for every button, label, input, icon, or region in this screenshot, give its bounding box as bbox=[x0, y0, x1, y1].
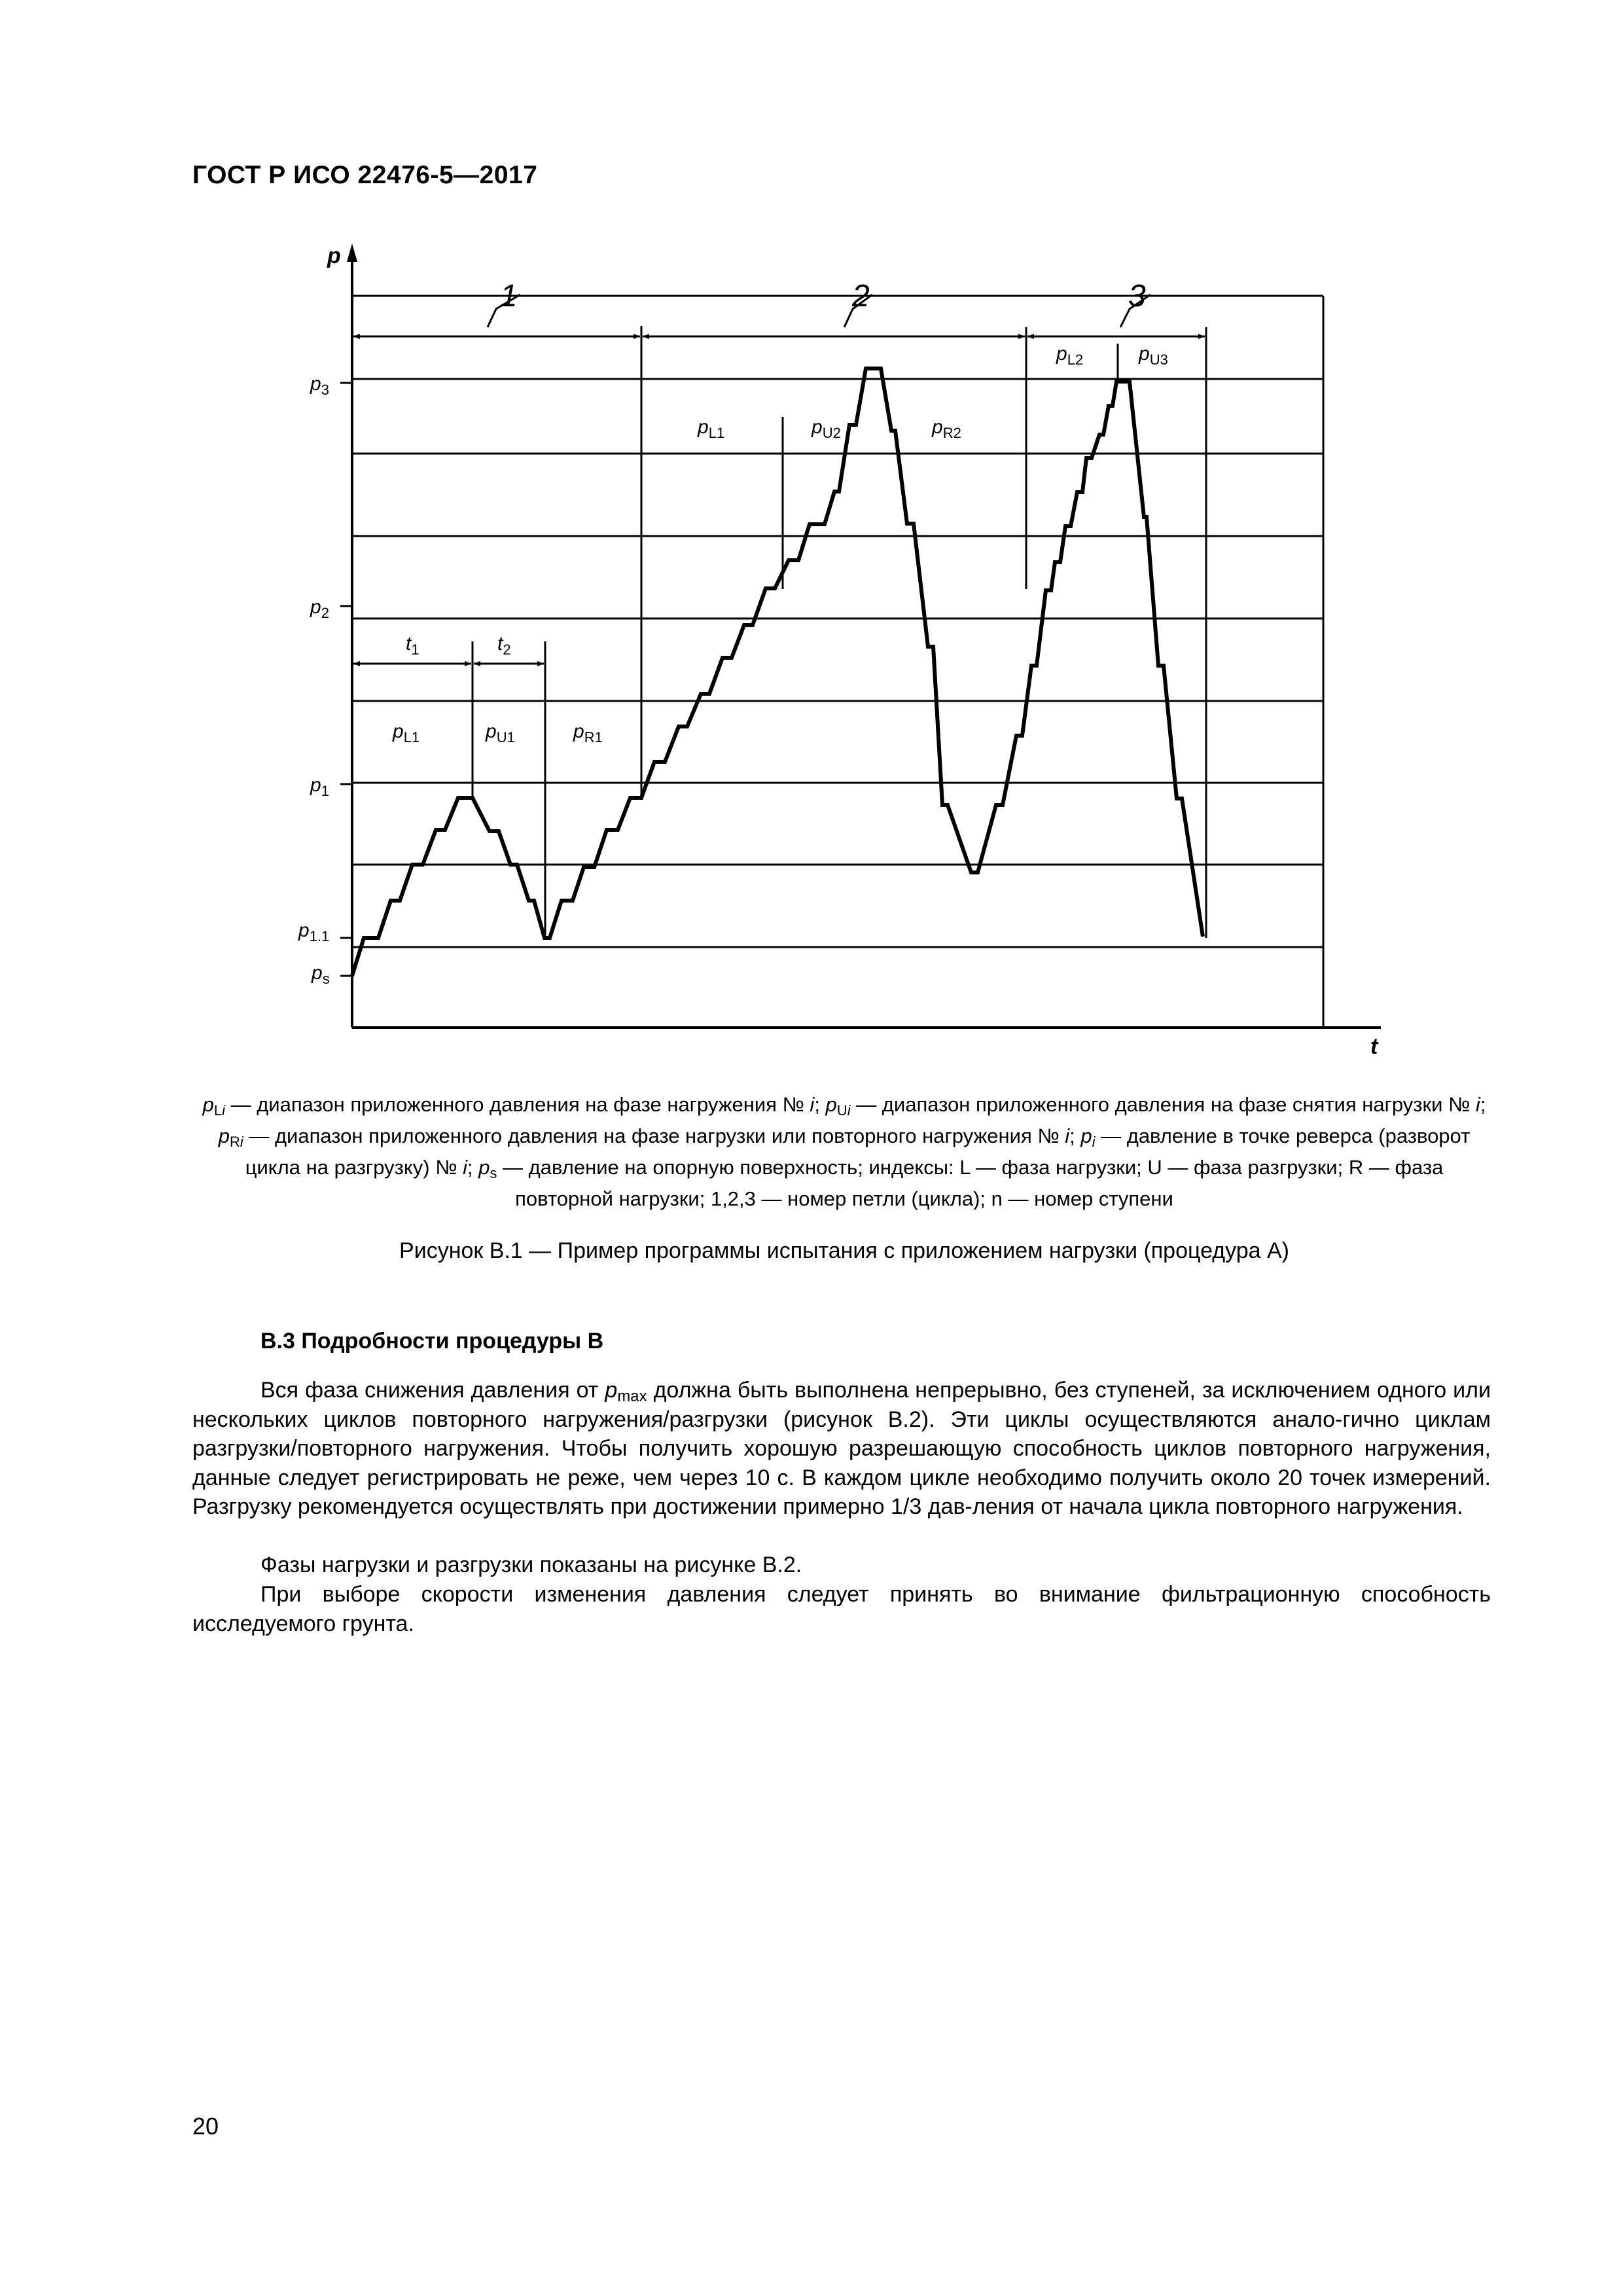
paragraph-2: Фазы нагрузки и разгрузки показаны на рисунке В.2. bbox=[260, 1552, 802, 1577]
y-ticks bbox=[340, 383, 352, 976]
paragraph-3: При выборе скорости изменения давления следует принять во внимание фильтрационную способность исследуемого грунта. bbox=[192, 1582, 1491, 1636]
level-label-p2: $p_2$ bbox=[310, 596, 329, 621]
phase-label-pU3: $p_{U3}$ bbox=[1139, 343, 1168, 368]
figure-legend: $p_{Li}$ — диапазон приложенного давления на фазе нагружения № i; $p_{Ui}$ — диапазон приложенного давления на фазе снятия нагрузки № i; $p_{Ri}$ — диапазон приложенного давления на фазе нагрузки или повторного нагружения № i; $p_i$ — давление в точке реверса (разворот цикла на разгрузку) № i; $p_s$ — давление на опорную поверхность; индексы: L — фаза нагрузки; U — фаза разгрузки; R — фаза повторной нагрузки; 1,2,3 — номер петли (цикла); n — номер ступени bbox=[202, 1093, 1486, 1210]
x-axis-label: t bbox=[1370, 1034, 1378, 1059]
level-label-p3: $p_3$ bbox=[310, 373, 329, 398]
plot-frame bbox=[352, 296, 1323, 1028]
time-label-t1: $t_1$ bbox=[406, 633, 419, 658]
level-label-p1-1: $p_{1.1}$ bbox=[298, 920, 330, 944]
phase-label-pL1: $p_{L1}$ bbox=[393, 721, 420, 745]
phase-boundaries bbox=[473, 326, 1206, 938]
phase-label-pL1-loop2: $p_{L1}$ bbox=[698, 416, 725, 441]
time-label-t2: $t_2$ bbox=[497, 633, 511, 658]
loop-label-2: 2 bbox=[852, 279, 870, 314]
phase-label-pR1: $p_{R1}$ bbox=[573, 721, 603, 745]
document-header: ГОСТ Р ИСО 22476-5—2017 bbox=[192, 161, 538, 189]
phase-label-pU2: $p_{U2}$ bbox=[812, 416, 841, 441]
pressure-curve bbox=[352, 368, 1203, 976]
test-program-figure bbox=[0, 0, 1623, 1080]
page-number: 20 bbox=[192, 2113, 219, 2140]
level-label-ps: $p_s$ bbox=[312, 962, 330, 987]
phase-label-pU1: $p_{U1}$ bbox=[486, 721, 515, 745]
phase-label-pR2: $p_{R2}$ bbox=[932, 416, 961, 441]
figure-caption: Рисунок В.1 — Пример программы испытания с приложением нагрузки (процедура А) bbox=[399, 1238, 1289, 1263]
loop-arrows bbox=[353, 295, 1205, 336]
loop-label-3: 3 bbox=[1128, 279, 1146, 314]
y-axis-label: p bbox=[327, 243, 341, 268]
section-title: В.3 Подробности процедуры В bbox=[260, 1329, 604, 1354]
paragraph-1: Вся фаза снижения давления от $p_{max}$ должна быть выполнена непрерывно, без ступеней, за исключением одного или нескольких циклов повторного нагружения/разгрузки (рисунок В.2). Эти циклы осуществляются анало-гично циклам разгрузки/повторного нагружения. Чтобы получить хорошую разрешающую способность циклов повторного нагружения, данные следует регистрировать не реже, чем через 10 с. В каждом цикле необходимо получить около 20 точек измерений. Разгрузку рекомендуется осуществлять при достижении примерно 1/3 дав-ления от начала цикла повторного нагружения. bbox=[192, 1378, 1491, 1519]
loop-label-1: 1 bbox=[500, 279, 518, 314]
phase-label-pL2: $p_{L2}$ bbox=[1056, 343, 1084, 368]
y-axis-arrow bbox=[347, 243, 357, 262]
level-label-p1: $p_1$ bbox=[310, 774, 329, 799]
